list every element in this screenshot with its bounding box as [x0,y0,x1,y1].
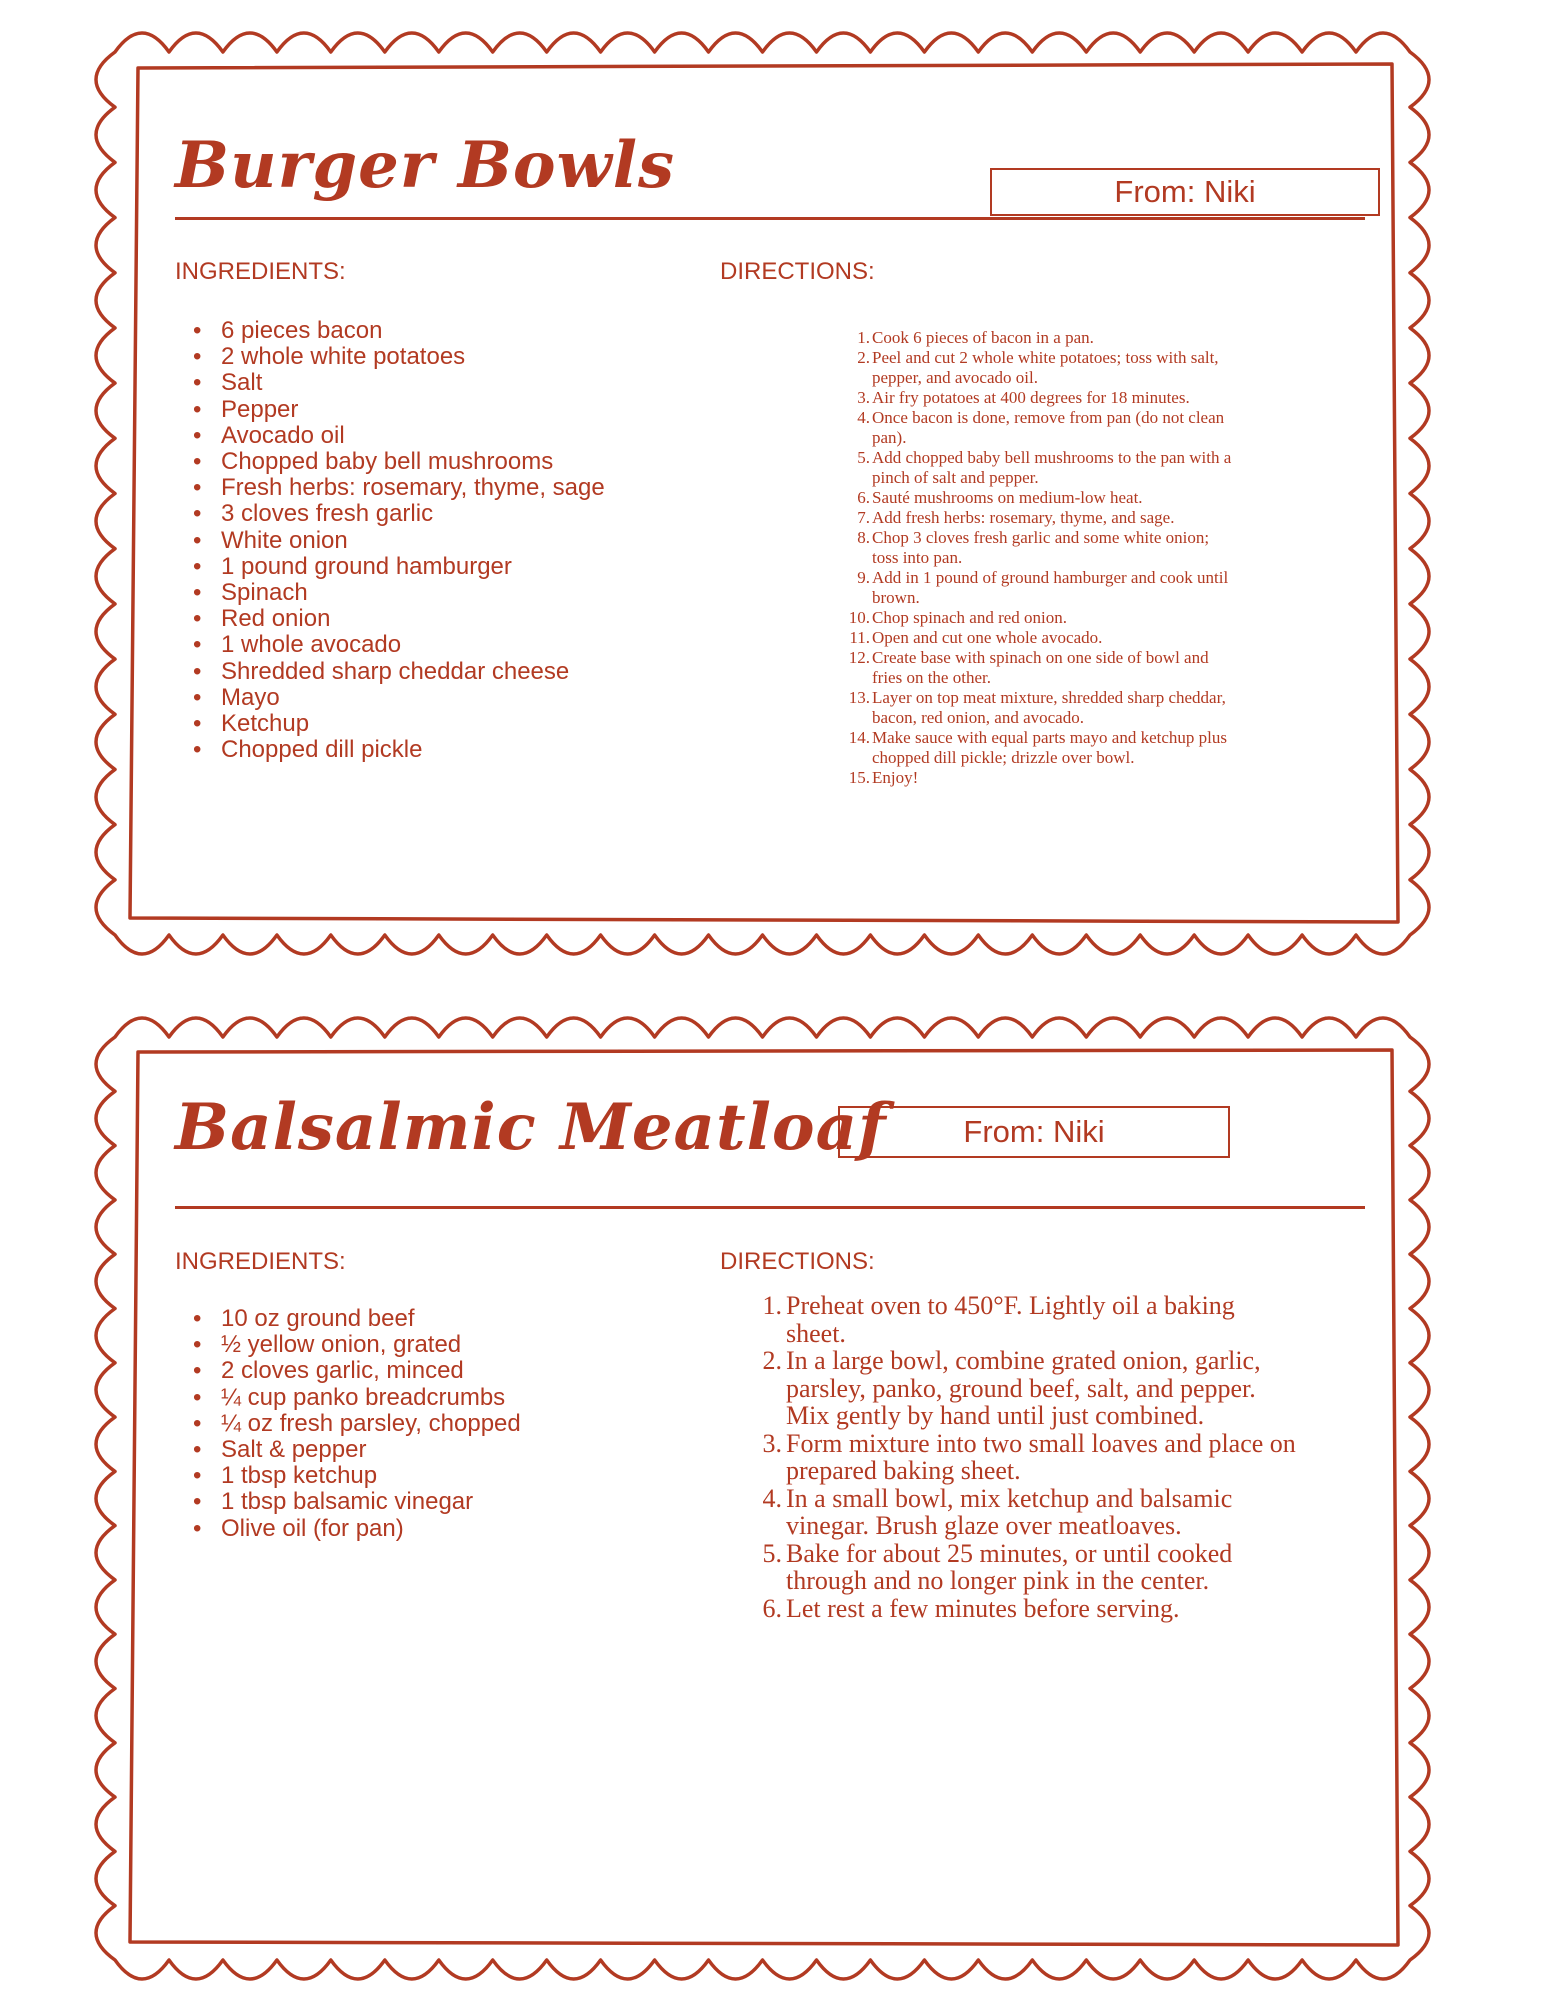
step-number: 5. [857,448,870,467]
step-number: 13. [848,688,870,707]
ingredient-item: • Olive oil (for pan) [193,1516,521,1542]
direction-step [857,388,1237,408]
direction-step [762,1291,1296,1348]
direction-step [762,1538,1296,1595]
step-text: Create base with spinach on one side of bowl and fries on the other. [872,648,1209,687]
step-number: 9. [857,568,870,587]
direction-step [762,1346,1296,1430]
step-text: Air fry potatoes at 400 degrees for 18 minutes. [872,388,1190,407]
directions-label: DIRECTIONS: [720,258,875,285]
ingredient-item: • Red onion [193,606,605,632]
step-number: 3. [857,388,870,407]
ingredient-item: • ¼ cup panko breadcrumbs [193,1385,521,1411]
direction-step [762,1483,1296,1540]
step-text: Chop 3 cloves fresh garlic and some white onion; toss into pan. [872,528,1210,567]
direction-step [848,648,1237,688]
step-number: 7. [857,508,870,527]
recipe-title: Burger Bowls [175,128,676,203]
direction-step [857,528,1237,568]
ingredient-item: • Avocado oil [193,423,605,449]
ingredient-item: • 2 cloves garlic, minced [193,1358,521,1384]
step-text: Add chopped baby bell mushrooms to the pan with a pinch of salt and pepper. [872,448,1232,487]
ingredient-item: • Pepper [193,397,605,423]
step-number: 14. [848,728,870,747]
step-text: Sauté mushrooms on medium-low heat. [872,488,1143,507]
step-text: Chop spinach and red onion. [872,608,1067,627]
step-number: 2. [762,1346,782,1375]
directions-list [762,1291,1296,1623]
from-box: From: Niki [838,1106,1230,1158]
ingredient-item: • Mayo [193,685,605,711]
direction-step [849,628,1237,648]
step-text: Add fresh herbs: rosemary, thyme, and sage. [872,508,1175,527]
ingredient-item: • 1 whole avocado [193,632,605,658]
ingredients-list [193,1306,521,1542]
ingredient-item: • 3 cloves fresh garlic [193,501,605,527]
ingredient-item: • 6 pieces bacon [193,318,605,344]
direction-step [857,488,1237,508]
ingredient-item: • Salt & pepper [193,1437,521,1463]
step-number: 8. [857,528,870,547]
direction-step [762,1428,1296,1485]
ingredients-label: INGREDIENTS: [175,258,346,285]
direction-step [762,1593,1296,1623]
directions-list [848,328,1237,788]
step-text: In a large bowl, combine grated onion, garlic, parsley, panko, ground beef, salt, and pepper. Mix gently by hand until just combined. [786,1346,1261,1430]
direction-step [848,688,1237,728]
step-number: 12. [848,648,870,667]
step-text: Make sauce with equal parts mayo and ketchup plus chopped dill pickle; drizzle over bowl. [872,728,1228,767]
direction-step [848,608,1237,628]
step-number: 6. [857,488,870,507]
step-number: 2. [857,348,870,367]
direction-step [857,328,1237,348]
direction-step [857,568,1237,608]
step-text: Once bacon is done, remove from pan (do not clean pan). [872,408,1225,447]
step-number: 4. [857,408,870,427]
step-text: Layer on top meat mixture, shredded sharp cheddar, bacon, red onion, and avocado. [872,688,1226,727]
step-text: Open and cut one whole avocado. [872,628,1103,647]
step-number: 10. [848,608,870,627]
direction-step [857,408,1237,448]
title-underline [175,217,1365,220]
directions-label: DIRECTIONS: [720,1248,875,1275]
ingredient-item: • 10 oz ground beef [193,1306,521,1332]
step-number: 5. [762,1538,782,1568]
step-number: 4. [762,1483,782,1513]
step-number: 15. [848,768,870,787]
ingredient-item: • Spinach [193,580,605,606]
step-number: 6. [762,1593,782,1623]
step-text: Enjoy! [872,768,919,787]
ingredient-item: • ½ yellow onion, grated [193,1332,521,1358]
step-text: Cook 6 pieces of bacon in a pan. [872,328,1094,347]
title-underline [175,1206,1365,1209]
ingredient-item: • Shredded sharp cheddar cheese [193,659,605,685]
step-text: Form mixture into two small loaves and place on prepared baking sheet. [786,1428,1296,1485]
ingredient-item: • Ketchup [193,711,605,737]
ingredients-label: INGREDIENTS: [175,1248,346,1275]
direction-step [848,728,1237,768]
step-text: Bake for about 25 minutes, or until cooked through and no longer pink in the center. [786,1538,1233,1595]
step-text: Peel and cut 2 whole white potatoes; toss with salt, pepper, and avocado oil. [872,348,1219,387]
ingredient-item: • ¼ oz fresh parsley, chopped [193,1411,521,1437]
step-text: Add in 1 pound of ground hamburger and cook until brown. [872,568,1229,607]
ingredient-item: • 1 pound ground hamburger [193,554,605,580]
step-number: 11. [849,628,870,647]
ingredient-item: • 1 tbsp balsamic vinegar [193,1489,521,1515]
step-number: 1. [762,1291,782,1320]
ingredient-item: • White onion [193,528,605,554]
step-number: 3. [762,1428,782,1458]
from-box: From: Niki [990,168,1380,216]
step-text: In a small bowl, mix ketchup and balsamic vinegar. Brush glaze over meatloaves. [786,1483,1233,1540]
ingredient-item: • Chopped dill pickle [193,737,605,763]
direction-step [857,348,1237,388]
ingredient-item: • 1 tbsp ketchup [193,1463,521,1489]
recipe-title: Balsalmic Meatloaf [175,1090,887,1165]
ingredient-item: • Fresh herbs: rosemary, thyme, sage [193,475,605,501]
step-text: Preheat oven to 450°F. Lightly oil a baking sheet. [786,1291,1235,1348]
step-text: Let rest a few minutes before serving. [786,1593,1180,1623]
ingredient-item: • 2 whole white potatoes [193,344,605,370]
direction-step [857,508,1237,528]
direction-step [857,448,1237,488]
step-number: 1. [857,328,870,347]
direction-step [848,768,1237,788]
ingredient-item: • Salt [193,370,605,396]
ingredients-list [193,318,605,763]
ingredient-item: • Chopped baby bell mushrooms [193,449,605,475]
